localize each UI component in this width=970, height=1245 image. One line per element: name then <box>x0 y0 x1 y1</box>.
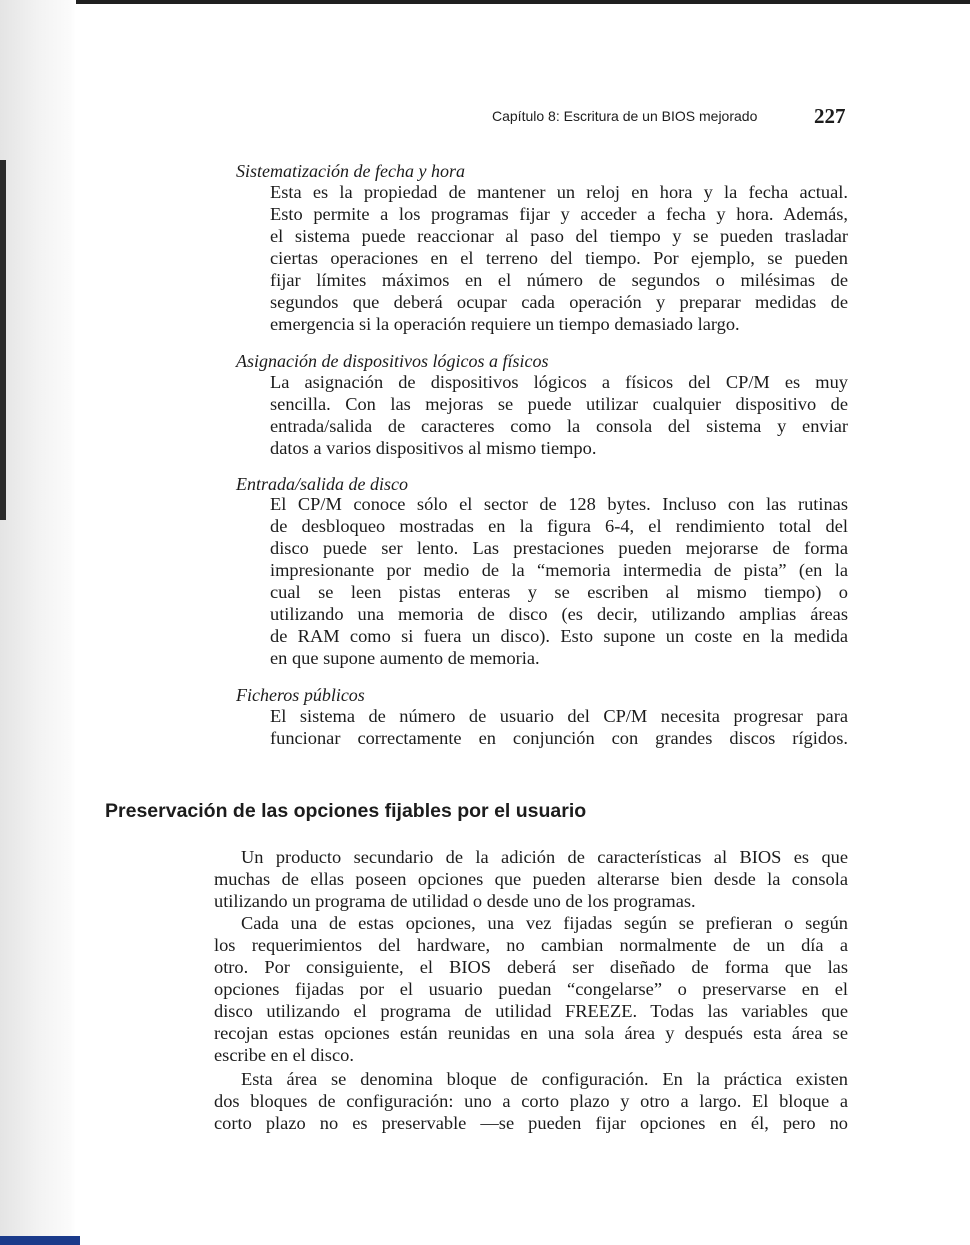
body-paragraph <box>214 1068 848 1134</box>
text-line: el sistema puede reaccionar al paso del tiempo y se pueden trasladar <box>270 226 848 246</box>
text-line: escribe en el disco. <box>214 1045 354 1065</box>
text-line: dos bloques de configuración: uno a corto plazo y otro a largo. El bloque a <box>214 1091 848 1111</box>
text-line: fijar límites máximos en el número de segundos o milésimas de <box>270 270 848 290</box>
text-line: los requerimientos del hardware, no cambian normalmente de un día a <box>214 935 848 955</box>
definition-text <box>270 181 848 335</box>
text-line: utilizando un programa de utilidad o desde uno de los programas. <box>214 891 696 911</box>
text-line: disco puede ser lento. Las prestaciones pueden mejorarse de forma <box>270 538 848 558</box>
definition-term: Asignación de dispositivos lógicos a físicos <box>236 351 549 371</box>
text-line: muchas de ellas poseen opciones que pueden alterarse bien desde la consola <box>214 869 848 889</box>
body-paragraph <box>214 846 848 912</box>
text-line: de RAM como si fuera un disco). Esto supone un coste en la medida <box>270 626 848 646</box>
text-line: funcionar correctamente en conjunción con grandes discos rígidos. <box>270 728 848 748</box>
binding-shadow <box>0 160 6 520</box>
text-line: Cada una de estas opciones, una vez fijadas según se prefieran o según <box>241 913 848 933</box>
text-line: sencilla. Con las mejoras se puede utilizar cualquier dispositivo de <box>270 394 848 414</box>
text-line: otro. Por consiguiente, el BIOS deberá ser diseñado de forma que las <box>214 957 848 977</box>
text-line: El CP/M conoce sólo el sector de 128 bytes. Incluso con las rutinas <box>270 494 848 514</box>
text-line: emergencia si la operación requiere un tiempo demasiado largo. <box>270 314 740 334</box>
text-line: cual se leen pistas enteras y se escriben al mismo tiempo) o <box>270 582 848 602</box>
running-head <box>492 104 852 130</box>
text-line: de desbloqueo mostradas en la figura 6-4, el rendimiento total del <box>270 516 848 536</box>
text-line: ciertas operaciones en el terreno del tiempo. Por ejemplo, se pueden <box>270 248 848 268</box>
page-gutter <box>0 0 76 1245</box>
text-line: datos a varios dispositivos al mismo tiempo. <box>270 438 597 458</box>
definition-text <box>270 371 848 459</box>
text-line: segundos que deberá ocupar cada operación y preparar medidas de <box>270 292 848 312</box>
text-line: disco utilizando el programa de utilidad FREEZE. Todas las variables que <box>214 1001 848 1021</box>
text-line: Esta área se denomina bloque de configuración. En la práctica existen <box>241 1069 848 1089</box>
chapter-title: Capítulo 8: Escritura de un BIOS mejorado <box>492 108 758 124</box>
text-line: recojan estas opciones están reunidas en una sola área y después esta área se <box>214 1023 848 1043</box>
text-line: opciones fijadas por el usuario puedan “congelarse” o preservarse en el <box>214 979 848 999</box>
definition-term: Entrada/salida de disco <box>236 474 408 494</box>
definition-term: Ficheros públicos <box>236 685 365 705</box>
text-line: Esta es la propiedad de mantener un reloj en hora y la fecha actual. <box>270 182 848 202</box>
definition-term: Sistematización de fecha y hora <box>236 161 465 181</box>
text-line: impresionante por medio de la “memoria intermedia de pista” (en la <box>270 560 848 580</box>
page-number: 227 <box>814 104 846 128</box>
text-line: El sistema de número de usuario del CP/M necesita progresar para <box>270 706 848 726</box>
text-line: Esto permite a los programas fijar y acceder a fecha y hora. Además, <box>270 204 848 224</box>
text-line: entrada/salida de caracteres como la consola del sistema y enviar <box>270 416 848 436</box>
scan-edge <box>0 0 970 4</box>
text-line: en que supone aumento de memoria. <box>270 648 540 668</box>
text-line: La asignación de dispositivos lógicos a físicos del CP/M es muy <box>270 372 848 392</box>
text-line: Un producto secundario de la adición de características al BIOS es que <box>241 847 848 867</box>
section-heading: Preservación de las opciones fijables por el usuario <box>105 800 587 822</box>
definition-text <box>270 705 848 749</box>
scan-marker <box>0 1236 80 1245</box>
body-paragraph <box>214 912 848 1066</box>
text-line: corto plazo no es preservable —se pueden fijar opciones en él, pero no <box>214 1113 848 1133</box>
definition-text <box>270 493 848 669</box>
text-line: utilizando una memoria de disco (es decir, utilizando amplias áreas <box>270 604 848 624</box>
